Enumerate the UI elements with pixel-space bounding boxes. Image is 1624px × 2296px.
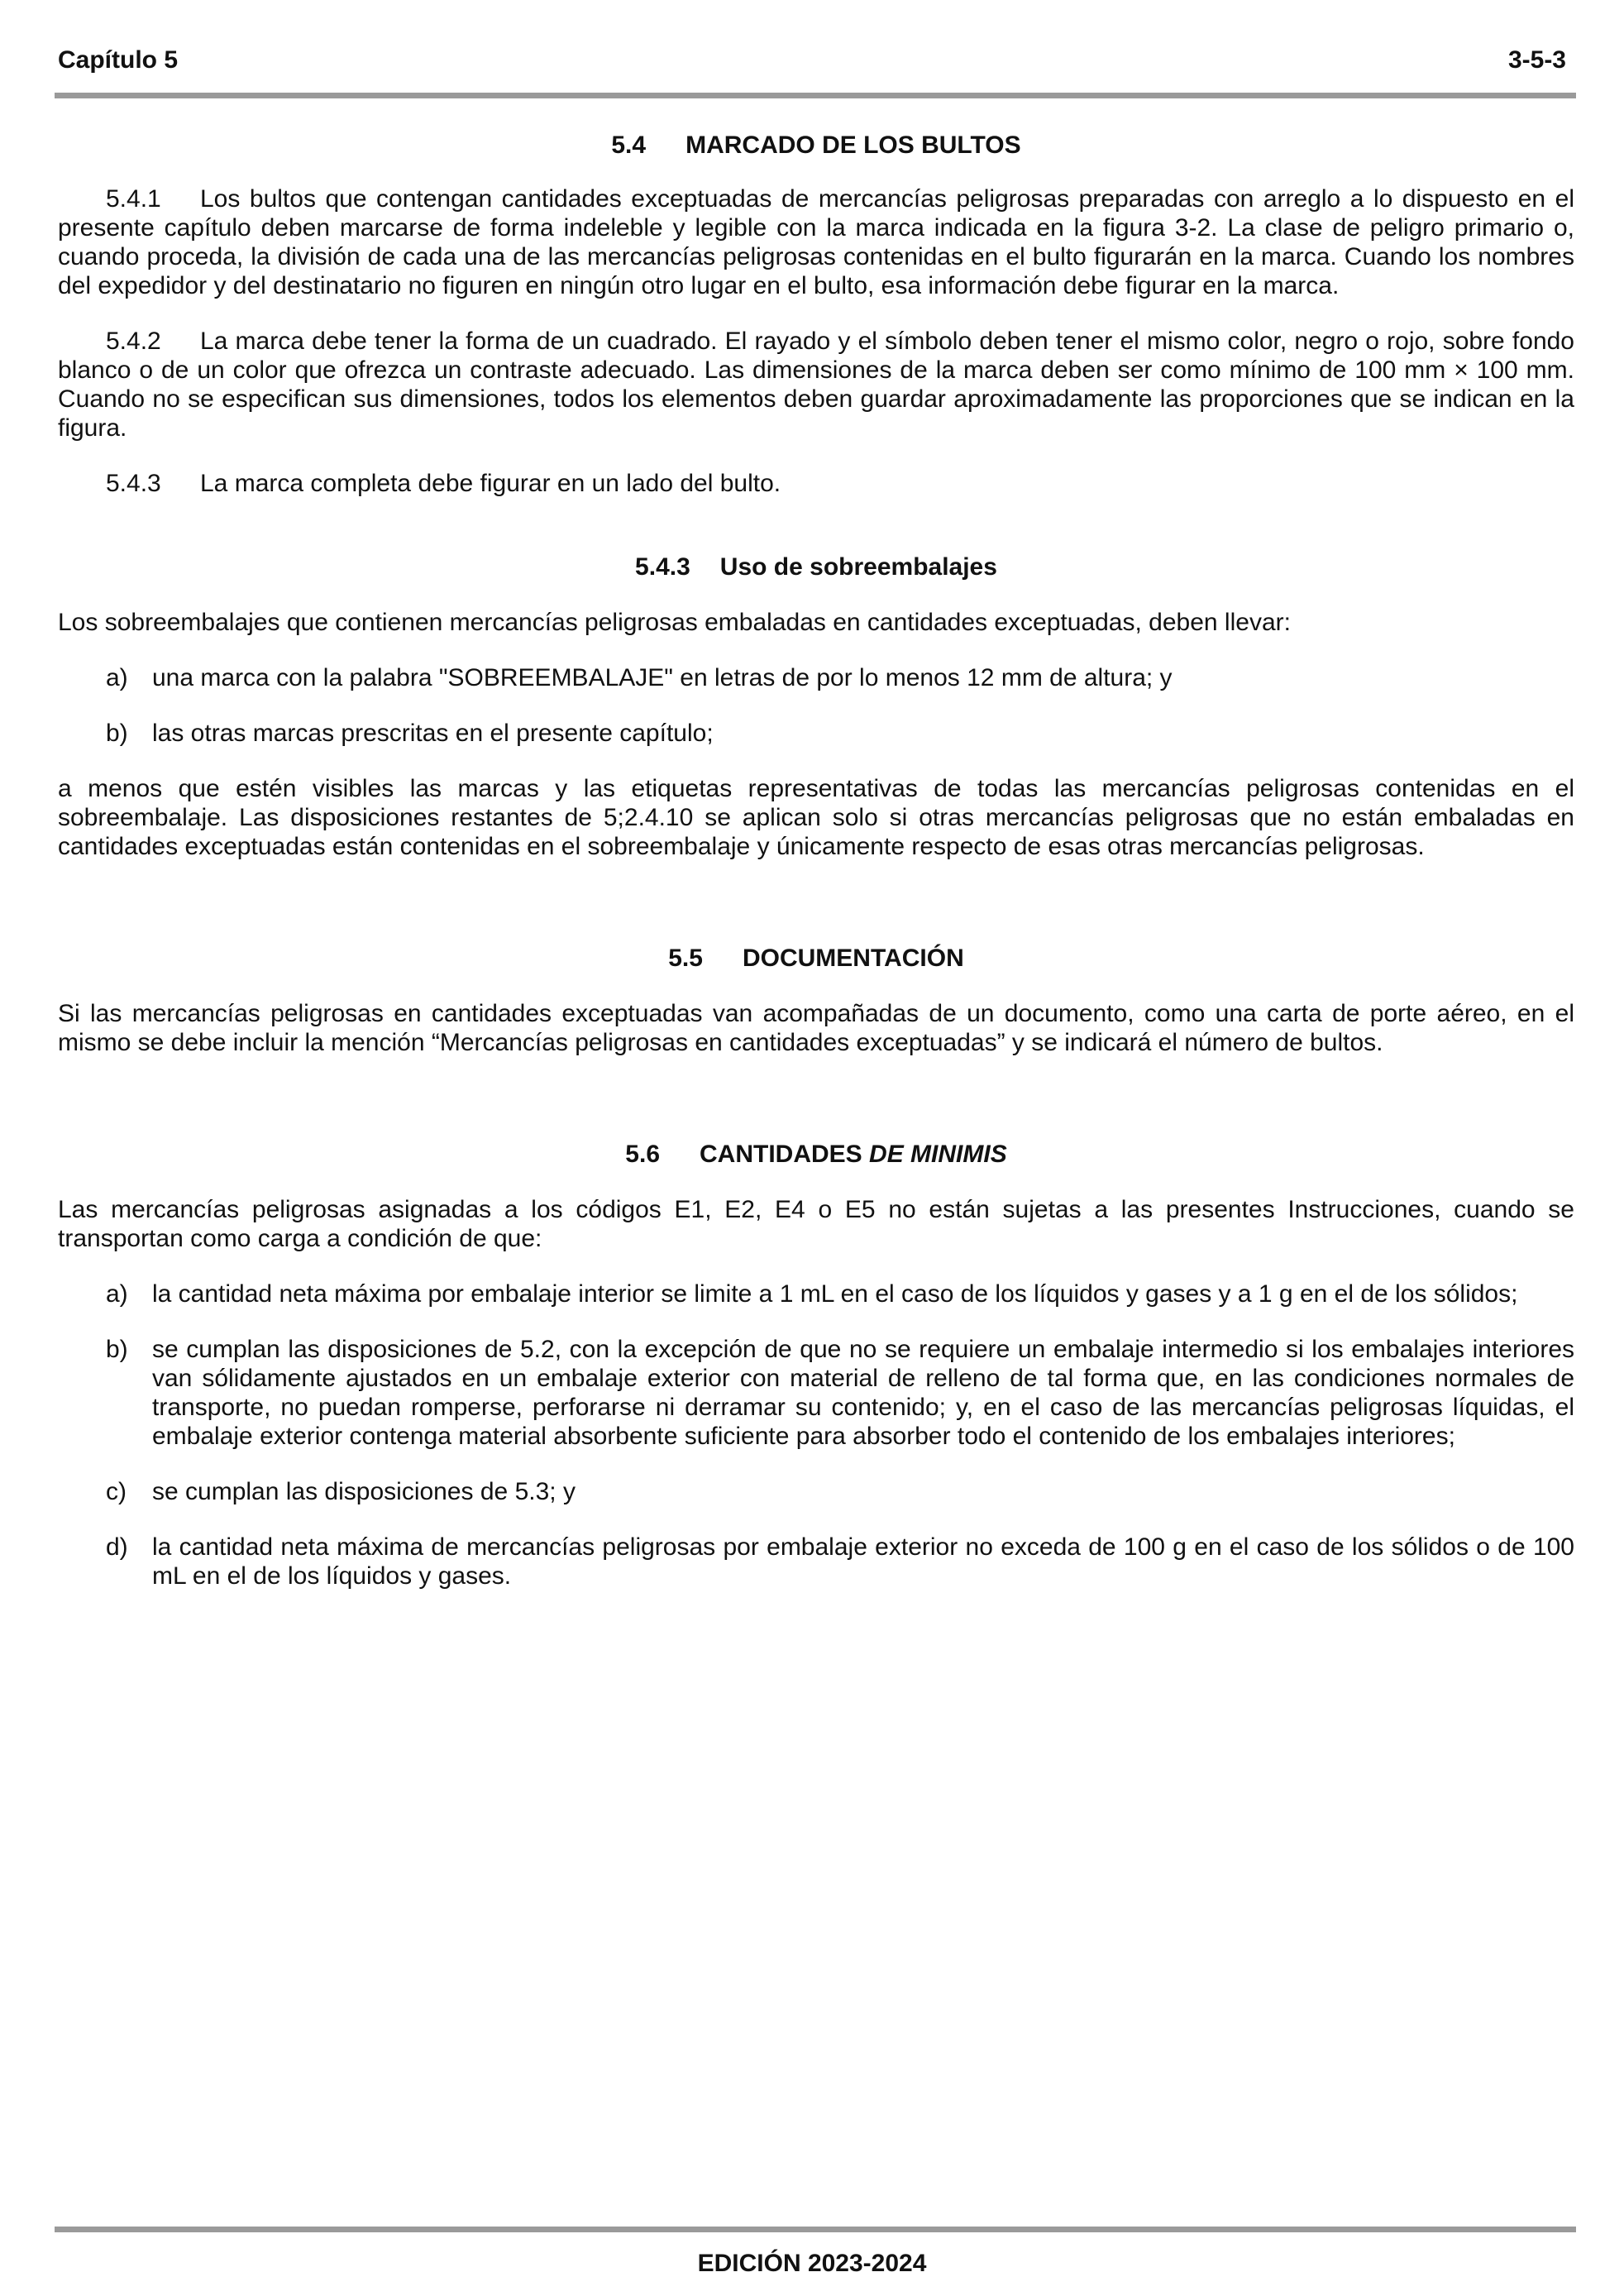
overpack-intro: Los sobreembalajes que contienen mercancías peligrosas embaladas en cantidades exceptuadas, deben llevar: xyxy=(58,609,1291,636)
header-rule xyxy=(55,93,1576,98)
section-heading-5-5 xyxy=(58,944,1574,973)
list-item xyxy=(58,1533,1574,1590)
list-label: a) xyxy=(106,664,128,691)
section-number: 5.4.3 xyxy=(635,553,690,581)
list-label: d) xyxy=(106,1533,128,1561)
paragraph-5-4-2 xyxy=(58,327,1574,442)
list-label: c) xyxy=(106,1478,127,1505)
list-text: las otras marcas prescritas en el presente capítulo; xyxy=(152,720,714,747)
de-minimis-intro: Las mercancías peligrosas asignadas a los códigos E1, E2, E4 o E5 no están sujetas a las presentes Instrucciones, cuando se transportan como carga a condición de que: xyxy=(58,1196,1574,1252)
documentation-text: Si las mercancías peligrosas en cantidades exceptuadas van acompañadas de un documento, como una carta de porte aéreo, en el mismo se debe incluir la mención “Mercancías peligrosas en cantidades exceptuadas” y se indicará el número de bultos. xyxy=(58,1000,1574,1056)
document-body xyxy=(58,131,1574,1590)
section-heading-5-4 xyxy=(58,131,1574,160)
list-label: b) xyxy=(106,1336,128,1363)
footer-rule xyxy=(55,2227,1576,2232)
list-text: se cumplan las disposiciones de 5.3; y xyxy=(152,1478,576,1505)
edition-footer: EDICIÓN 2023-2024 xyxy=(697,2250,927,2277)
section-number: 5.6 xyxy=(625,1141,661,1168)
section-number: 5.5 xyxy=(668,945,703,972)
paragraph-number: 5.4.2 xyxy=(106,328,161,355)
page-number: 3-5-3 xyxy=(1507,46,1566,74)
section-heading-5-6 xyxy=(58,1140,1574,1169)
paragraph-text: La marca debe tener la forma de un cuadrado. El rayado y el símbolo deben tener el mismo color, negro o rojo, sobre fondo blanco o de un color que ofrezca un contraste adecuado. Las dimensiones de la marca deben ser como mínimo de 100 mm × 100 mm. Cuando no se especifican sus dimensiones, todos los elementos deben guardar aproximadamente las proporciones que se indican en la figura. xyxy=(58,328,1574,442)
list-text: una marca con la palabra "SOBREEMBALAJE" en letras de por lo menos 12 mm de altura; y xyxy=(152,664,1173,691)
list-item xyxy=(58,1477,1574,1506)
paragraph-number: 5.4.3 xyxy=(106,470,161,497)
list-text: se cumplan las disposiciones de 5.2, con la excepción de que no se requiere un embalaje intermedio si los embalajes interiores van sólidamente ajustados en un embalaje exterior con material de relleno de tal forma que, en las condiciones normales de transporte, no puedan romperse, perforarse ni derramar su contenido; y, en el caso de las mercancías peligrosas líquidas, el embalaje exterior contenga material absorbente suficiente para absorber todo el contenido de los embalajes interiores; xyxy=(152,1336,1574,1450)
page-header xyxy=(58,46,1566,79)
list-text: la cantidad neta máxima de mercancías peligrosas por embalaje exterior no exceda de 100 g en el caso de los sólidos o de 100 mL en el de los líquidos y gases. xyxy=(152,1533,1574,1590)
overpack-closing: a menos que estén visibles las marcas y las etiquetas representativas de todas las mercancías peligrosas contenidas en el sobreembalaje. Las disposiciones restantes de 5;2.4.10 se aplican solo si otras mercancías peligrosas que no están embaladas en cantidades exceptuadas están contenidas en el sobreembalaje y únicamente respecto de esas otras mercancías peligrosas. xyxy=(58,775,1574,860)
paragraph-5-4-1 xyxy=(58,184,1574,300)
chapter-label: Capítulo 5 xyxy=(58,46,179,74)
section-title: Uso de sobreembalajes xyxy=(719,553,997,581)
list-item xyxy=(58,1280,1574,1308)
list-item xyxy=(58,719,1574,748)
section-title-italic: DE MINIMIS xyxy=(869,1141,1007,1168)
list-label: a) xyxy=(106,1280,128,1308)
list-label: b) xyxy=(106,720,128,747)
paragraph-text: Los bultos que contengan cantidades exceptuadas de mercancías peligrosas preparadas con arreglo a lo dispuesto en el presente capítulo deben marcarse de forma indeleble y legible con la marca indicada en la figura 3-2. La clase de peligro primario o, cuando proceda, la división de cada una de las mercancías peligrosas contenidas en el bulto figurarán en la marca. Cuando los nombres del expedidor y del destinatario no figuren en ningún otro lugar en el bulto, esa información debe figurar en la marca. xyxy=(58,185,1574,299)
section-number: 5.4 xyxy=(611,132,647,159)
list-text: la cantidad neta máxima por embalaje interior se limite a 1 mL en el caso de los líquidos y gases y a 1 g en el de los sólidos; xyxy=(152,1280,1518,1308)
section-heading-5-4-3 xyxy=(58,552,1574,581)
list-item xyxy=(58,1335,1574,1451)
section-title: MARCADO DE LOS BULTOS xyxy=(685,132,1021,159)
section-title: DOCUMENTACIÓN xyxy=(742,945,964,972)
list-item xyxy=(58,663,1574,692)
section-title: CANTIDADES xyxy=(700,1141,862,1168)
paragraph-text: La marca completa debe figurar en un lado del bulto. xyxy=(200,470,781,497)
paragraph-number: 5.4.1 xyxy=(106,185,161,213)
paragraph-5-4-3 xyxy=(58,469,1574,498)
